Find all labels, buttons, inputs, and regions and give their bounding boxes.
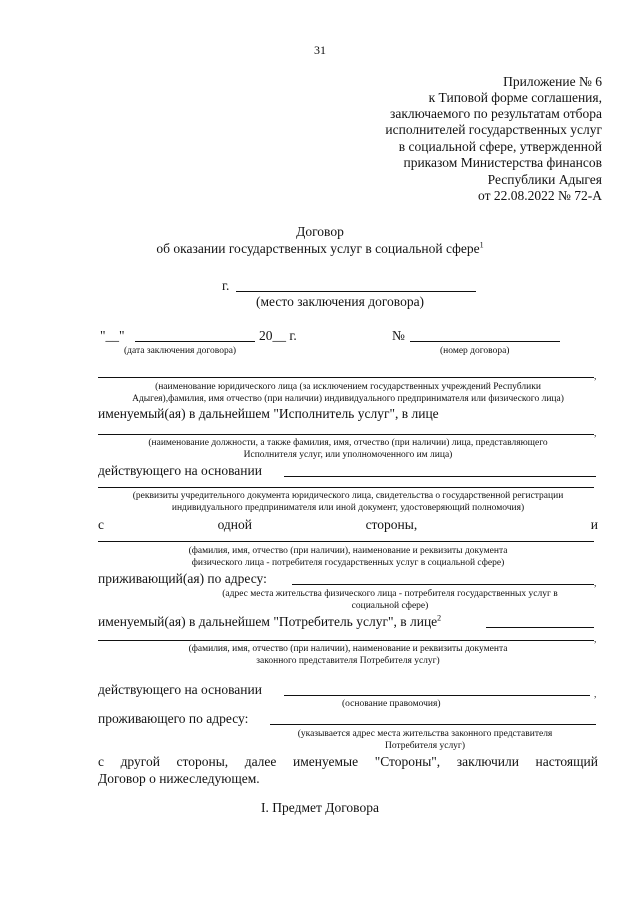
consumer-named-text: именуемый(ая) в дальнейшем "Потребитель услуг", в лице [98,614,438,629]
executor-acting: действующего на основании [98,463,262,478]
party-line [98,517,598,533]
comma-mark: , [594,429,597,439]
closing-line-2: Договор о нижеследующем. [98,771,260,786]
consumer-named [98,614,441,630]
appendix-line: от 22.08.2022 № 72-А [478,188,602,203]
date-year: 20__ г. [259,328,297,343]
representative-name-line [98,640,594,641]
requisites-caption: индивидуального предпринимателя или иной документ, удостоверяющий полномочия) [171,503,525,513]
consumer-residing: приживающий(ая) по адресу: [98,571,267,586]
consumer-name-line [98,541,594,542]
consumer-caption: физического лица - потребителя государственных услуг в социальной сфере) [191,558,505,568]
date-day: "__" [100,328,125,343]
representative-basis-line [284,695,590,696]
number-sign: № [392,328,405,343]
executor-named: именуемый(ая) в дальнейшем "Исполнитель услуг", в лице [98,406,439,421]
executor-name-line [98,377,594,378]
place-caption: (место заключения договора) [256,294,425,309]
appendix-line: в социальной сфере, утвержденной [398,139,602,154]
party-word: и [590,517,598,532]
document-subtitle [0,241,640,257]
document-title: Договор [296,224,344,239]
representative-address-caption: Потребителя услуг) [384,741,465,751]
place-prefix: г. [222,278,230,293]
representative-caption: законного представителя Потребителя услуг) [256,656,440,666]
appendix-line: приказом Министерства финансов [403,155,602,170]
party-word: с [98,517,104,532]
consumer-address-caption: (адрес места жительства физического лица - потребителя государственных услуг в [222,589,558,599]
footnote-mark: 1 [479,240,484,250]
closing-word: заключили [456,754,519,769]
appendix-line: заключаемого по результатам отбора [390,106,602,121]
date-caption: (дата заключения договора) [124,346,237,356]
date-month-line [135,341,255,342]
appendix-line: Республики Адыгея [487,172,602,187]
representative-acting: действующего на основании [98,682,262,697]
closing-line [98,754,598,770]
consumer-caption: (фамилия, имя, отчество (при наличии), наименование и реквизиты документа [188,546,508,556]
position-caption: (наименование должности, а также фамилия, имя, отчество (при наличии) лица, представляющего [148,438,548,448]
document-subtitle-text: об оказании государственных услуг в социальной сфере [156,241,480,256]
basis-caption: (основание правомочия) [342,699,441,709]
closing-word: "Стороны", [374,754,441,769]
position-caption: Исполнителя услуг, или уполномоченного им лица) [243,450,453,460]
closing-word: другой [120,754,160,769]
comma-mark: , [594,690,597,700]
appendix-line: к Типовой форме соглашения, [428,90,602,105]
executor-basis-line2 [98,487,594,488]
executor-caption: (наименование юридического лица (за исключением государственных учреждений Республики [155,382,541,392]
consumer-representative-line [486,627,594,628]
executor-basis-line [284,476,596,477]
representative-residing: проживающего по адресу: [98,711,249,726]
party-word: стороны, [365,517,418,532]
comma-mark: , [594,372,597,382]
page-number: 31 [314,43,326,57]
representative-address-caption: (указывается адрес места жительства законного представителя [297,729,553,739]
closing-word: именуемые [292,754,359,769]
consumer-address-line [292,584,594,585]
executor-caption: Адыгея),фамилия, имя отчество (при наличии) индивидуального предпринимателя или физического лица) [132,394,564,404]
representative-caption: (фамилия, имя, отчество (при наличии), наименование и реквизиты документа [188,644,508,654]
footnote-mark: 2 [437,613,442,623]
section-title: I. Предмет Договора [261,800,379,815]
representative-address-line [270,724,596,725]
closing-word: далее [244,754,277,769]
appendix-line: исполнителей государственных услуг [385,122,602,137]
appendix-line: Приложение № 6 [503,74,602,89]
comma-mark: , [594,635,597,645]
executor-position-line [98,434,594,435]
closing-word: с [98,754,104,769]
comma-mark: , [594,579,597,589]
place-line [236,291,476,292]
requisites-caption: (реквизиты учредительного документа юридического лица, свидетельства о государственной регистрации [132,491,564,501]
party-word: одной [217,517,252,532]
closing-word: стороны, [176,754,229,769]
closing-word: настоящий [535,754,598,769]
number-line [410,341,560,342]
consumer-address-caption: социальной сфере) [351,601,429,611]
number-caption: (номер договора) [440,346,510,356]
